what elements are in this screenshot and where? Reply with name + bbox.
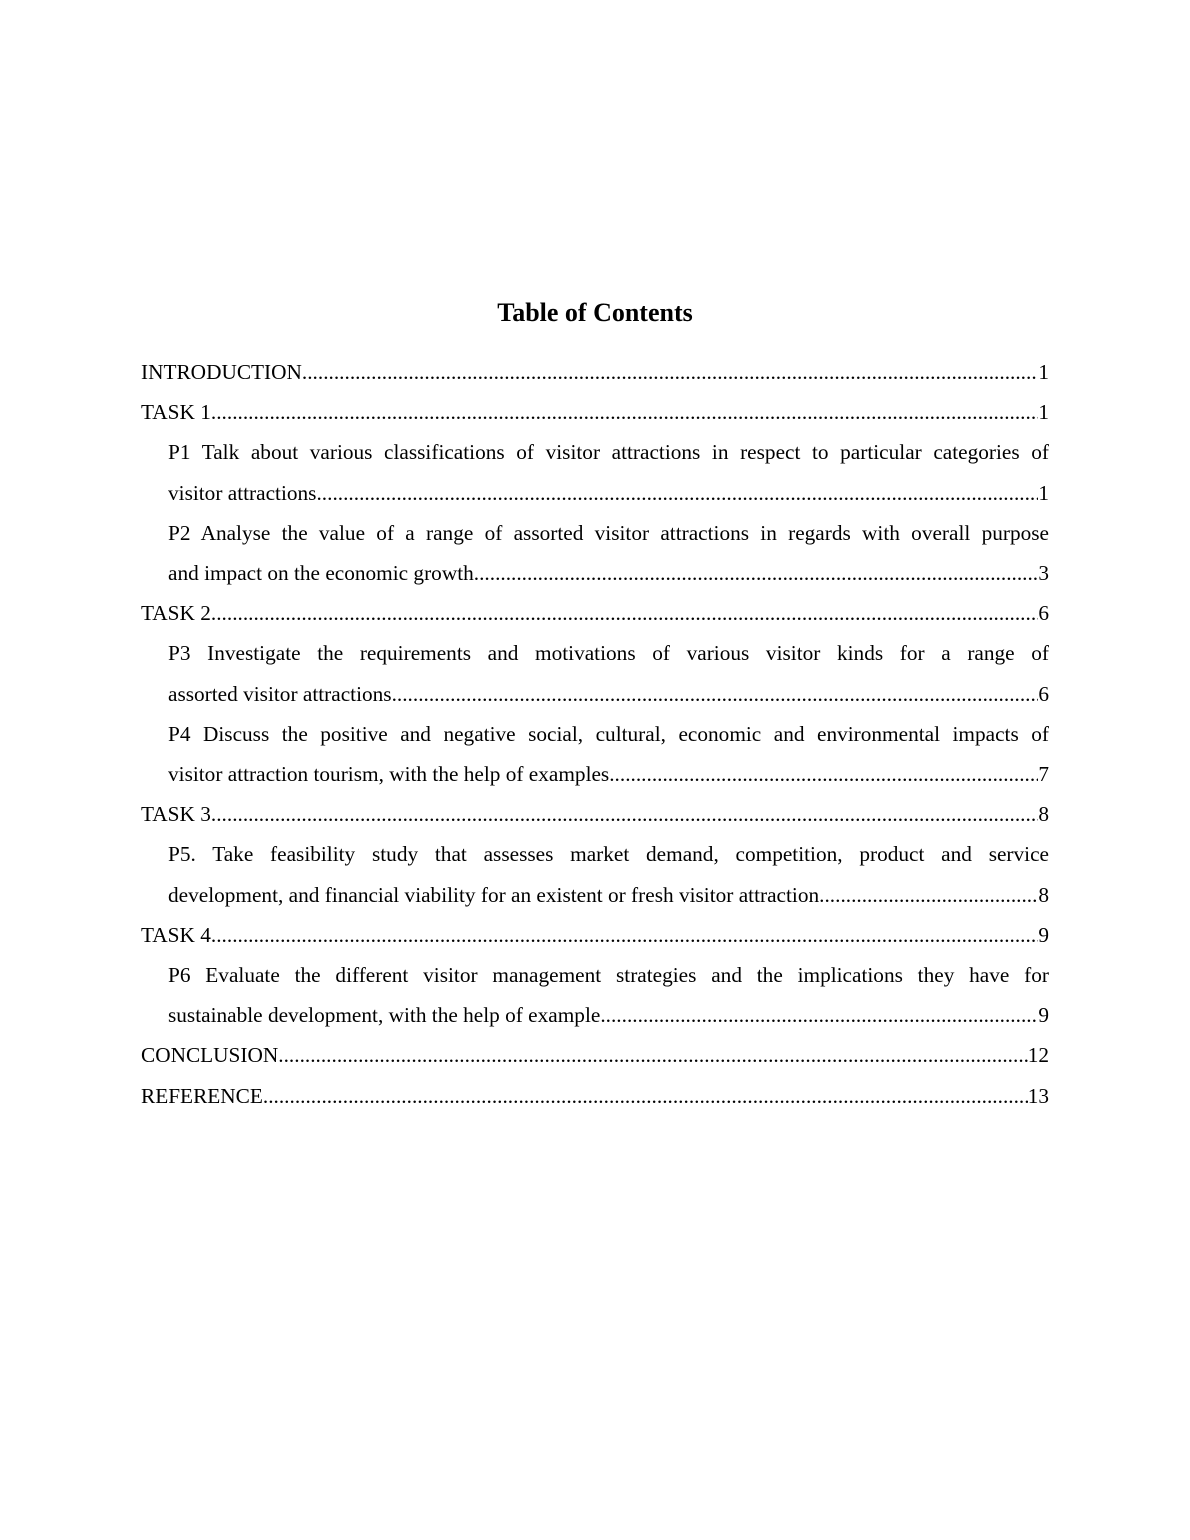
toc-entry-p1[interactable] <box>141 432 1049 512</box>
toc-dot-leader <box>609 754 1038 794</box>
toc-page-number: 6 <box>1038 681 1049 706</box>
toc-page-number: 8 <box>1038 802 1049 827</box>
toc-dot-leader <box>211 794 1038 834</box>
toc-entry-line <box>168 754 1049 794</box>
toc-entry-line <box>168 553 1049 593</box>
toc-page-number: 9 <box>1038 922 1049 947</box>
toc-dot-leader <box>263 1076 1028 1116</box>
toc-entry-text: CONCLUSION <box>141 1043 279 1068</box>
toc-page-number: 1 <box>1038 360 1049 384</box>
toc-dot-leader <box>211 915 1038 955</box>
toc-entry-line <box>168 995 1049 1035</box>
table-of-contents <box>141 352 1049 1116</box>
toc-entry-line <box>168 875 1049 915</box>
toc-entry-p2[interactable] <box>141 513 1049 593</box>
toc-entry-line <box>141 392 1049 432</box>
toc-entry-p4[interactable] <box>141 714 1049 794</box>
toc-dot-leader <box>211 593 1038 633</box>
toc-entry-line <box>168 674 1049 714</box>
toc-entry-task-4[interactable] <box>141 915 1049 955</box>
toc-page-number: 7 <box>1038 762 1049 787</box>
toc-entry-text-line: P6 Evaluate the different visitor management strategies and the implications they have for <box>168 963 1049 988</box>
toc-page-number: 1 <box>1038 480 1049 505</box>
toc-entry-text: and impact on the economic growth <box>168 561 474 586</box>
toc-dot-leader <box>302 352 1038 392</box>
toc-entry-text: TASK 4 <box>141 922 211 947</box>
toc-page-number: 1 <box>1038 400 1049 425</box>
toc-entry-text: TASK 2 <box>141 601 211 626</box>
toc-entry-introduction[interactable] <box>141 352 1049 392</box>
toc-dot-leader <box>278 1035 1027 1075</box>
toc-title: Table of Contents <box>497 298 693 327</box>
toc-entry-conclusion[interactable] <box>141 1035 1049 1075</box>
toc-entry-text-line: P5. Take feasibility study that assesses market demand, competition, product and service <box>168 842 1049 867</box>
toc-entry-line <box>141 1035 1049 1075</box>
toc-dot-leader <box>819 875 1038 915</box>
toc-dot-leader <box>474 553 1039 593</box>
toc-dot-leader <box>316 473 1038 513</box>
toc-page-number: 8 <box>1038 882 1049 907</box>
toc-entry-text: TASK 1 <box>141 400 211 425</box>
toc-entry-text-line: P2 Analyse the value of a range of assorted visitor attractions in regards with overall purpose <box>168 520 1049 545</box>
toc-entry-line <box>141 915 1049 955</box>
toc-entry-p3[interactable] <box>141 633 1049 713</box>
toc-entry-text: sustainable development, with the help of example <box>168 1003 601 1028</box>
toc-entry-line <box>141 1076 1049 1116</box>
toc-entry-p5[interactable] <box>141 834 1049 914</box>
toc-entry-text: INTRODUCTION <box>141 360 302 384</box>
toc-entry-line <box>141 593 1049 633</box>
toc-dot-leader <box>211 392 1038 432</box>
toc-page-number: 6 <box>1038 601 1049 626</box>
toc-dot-leader <box>392 674 1039 714</box>
toc-dot-leader <box>600 995 1038 1035</box>
toc-page-number: 13 <box>1027 1083 1049 1108</box>
toc-entry-text-line: P1 Talk about various classifications of visitor attractions in respect to particular categories of <box>168 440 1049 465</box>
toc-entry-task-2[interactable] <box>141 593 1049 633</box>
toc-entry-text: REFERENCE <box>141 1083 263 1108</box>
toc-entry-text-line: P4 Discuss the positive and negative social, cultural, economic and environmental impacts of <box>168 721 1049 746</box>
toc-page-number: 3 <box>1038 561 1049 586</box>
toc-entry-p6[interactable] <box>141 955 1049 1035</box>
toc-entry-line <box>141 352 1049 392</box>
toc-entry-line <box>168 473 1049 513</box>
toc-page-number: 9 <box>1038 1003 1049 1028</box>
toc-entry-text: visitor attractions <box>168 480 317 505</box>
toc-entry-task-1[interactable] <box>141 392 1049 432</box>
toc-entry-text: assorted visitor attractions <box>168 681 392 706</box>
toc-entry-text: TASK 3 <box>141 802 211 827</box>
toc-entry-task-3[interactable] <box>141 794 1049 834</box>
toc-entry-text-line: P3 Investigate the requirements and motivations of various visitor kinds for a range of <box>168 641 1049 666</box>
toc-page-number: 12 <box>1027 1043 1049 1068</box>
toc-entry-reference[interactable] <box>141 1076 1049 1116</box>
toc-entry-line <box>141 794 1049 834</box>
toc-entry-text: development, and financial viability for an existent or fresh visitor attraction <box>168 882 820 907</box>
toc-entry-text: visitor attraction tourism, with the help of examples <box>168 762 610 787</box>
